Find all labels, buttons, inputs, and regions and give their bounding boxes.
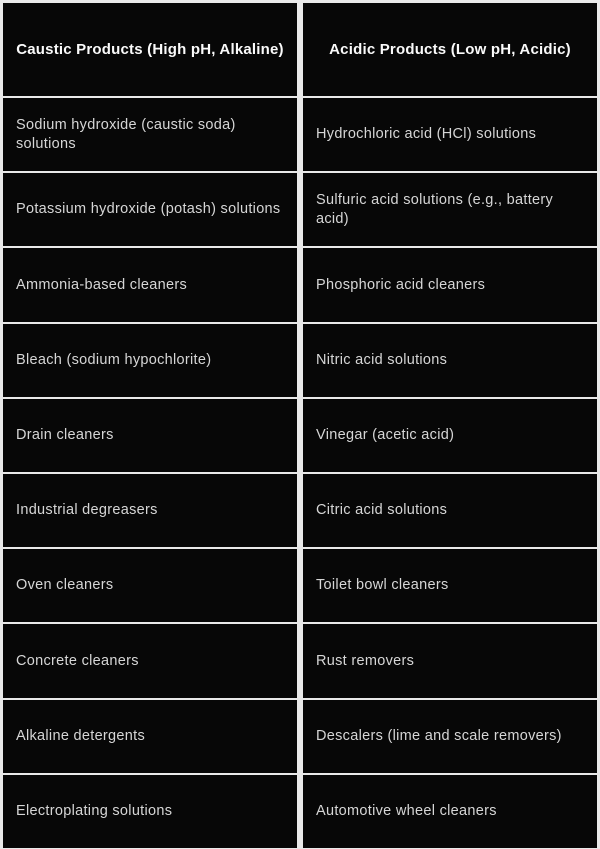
table-cell-acidic: Hydrochloric acid (HCl) solutions — [303, 98, 597, 171]
table-cell-caustic: Concrete cleaners — [3, 624, 297, 697]
table-cell-caustic: Ammonia-based cleaners — [3, 248, 297, 321]
table-cell-acidic: Nitric acid solutions — [303, 324, 597, 397]
column-header-caustic: Caustic Products (High pH, Alkaline) — [3, 3, 297, 96]
table-cell-caustic: Industrial degreasers — [3, 474, 297, 547]
table-cell-acidic: Phosphoric acid cleaners — [303, 248, 597, 321]
table-cell-caustic: Potassium hydroxide (potash) solutions — [3, 173, 297, 246]
table-cell-caustic: Drain cleaners — [3, 399, 297, 472]
table-cell-caustic: Alkaline detergents — [3, 700, 297, 773]
table-cell-acidic: Rust removers — [303, 624, 597, 697]
table-cell-acidic: Descalers (lime and scale removers) — [303, 700, 597, 773]
table-cell-caustic: Electroplating solutions — [3, 775, 297, 848]
table-cell-caustic: Oven cleaners — [3, 549, 297, 622]
table-cell-caustic: Sodium hydroxide (caustic soda) solutions — [3, 98, 297, 171]
table-cell-acidic: Vinegar (acetic acid) — [303, 399, 597, 472]
column-header-acidic: Acidic Products (Low pH, Acidic) — [303, 3, 597, 96]
table-cell-caustic: Bleach (sodium hypochlorite) — [3, 324, 297, 397]
table-cell-acidic: Citric acid solutions — [303, 474, 597, 547]
table-cell-acidic: Automotive wheel cleaners — [303, 775, 597, 848]
table-cell-acidic: Toilet bowl cleaners — [303, 549, 597, 622]
table-cell-acidic: Sulfuric acid solutions (e.g., battery acid) — [303, 173, 597, 246]
